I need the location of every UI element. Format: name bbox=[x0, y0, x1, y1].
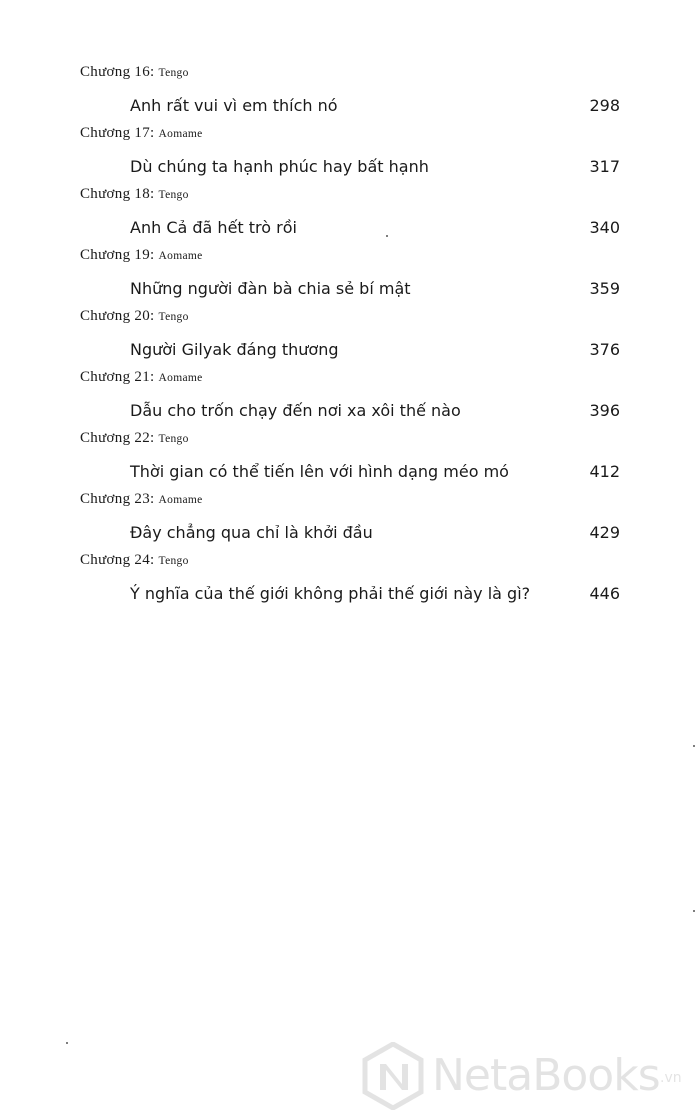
toc-entry bbox=[0, 550, 700, 611]
chapter-pov: Tengo bbox=[158, 67, 189, 79]
chapter-heading: Chương 24: Tengo bbox=[80, 552, 189, 568]
chapter-title: Dù chúng ta hạnh phúc hay bất hạnh bbox=[130, 157, 429, 176]
page-number: 359 bbox=[589, 279, 620, 298]
page-number: 446 bbox=[589, 584, 620, 603]
page-number: 412 bbox=[589, 462, 620, 481]
toc-entry bbox=[0, 184, 700, 245]
chapter-title: Anh Cả đã hết trò rồi bbox=[130, 218, 297, 237]
watermark-brand: NetaBooks bbox=[432, 1050, 660, 1101]
chapter-title: Người Gilyak đáng thương bbox=[130, 340, 339, 359]
toc-entry bbox=[0, 428, 700, 489]
chapter-heading: Chương 22: Tengo bbox=[80, 430, 189, 446]
chapter-heading: Chương 18: Tengo bbox=[80, 186, 189, 202]
chapter-pov: Tengo bbox=[158, 189, 189, 201]
table-of-contents bbox=[0, 62, 700, 611]
toc-entry bbox=[0, 367, 700, 428]
watermark-tld: .vn bbox=[660, 1070, 682, 1086]
chapter-title: Đây chẳng qua chỉ là khởi đầu bbox=[130, 523, 373, 542]
scan-speck bbox=[693, 910, 695, 912]
chapter-pov: Aomame bbox=[158, 494, 203, 506]
chapter-pov: Tengo bbox=[158, 311, 189, 323]
chapter-pov: Aomame bbox=[158, 372, 203, 384]
page-number: 376 bbox=[589, 340, 620, 359]
watermark bbox=[362, 1040, 682, 1112]
toc-entry bbox=[0, 489, 700, 550]
chapter-title: Thời gian có thể tiến lên với hình dạng méo mó bbox=[130, 462, 509, 481]
chapter-heading: Chương 16: Tengo bbox=[80, 64, 189, 80]
page-number: 429 bbox=[589, 523, 620, 542]
chapter-pov: Tengo bbox=[158, 555, 189, 567]
chapter-title: Những người đàn bà chia sẻ bí mật bbox=[130, 279, 411, 298]
scan-speck bbox=[66, 1042, 68, 1044]
chapter-pov: Aomame bbox=[158, 128, 203, 140]
chapter-title: Ý nghĩa của thế giới không phải thế giới này là gì? bbox=[130, 584, 531, 603]
scan-speck bbox=[386, 235, 388, 237]
page-number: 340 bbox=[589, 218, 620, 237]
chapter-heading: Chương 21: Aomame bbox=[80, 369, 203, 385]
page-number: 396 bbox=[589, 401, 620, 420]
chapter-heading: Chương 19: Aomame bbox=[80, 247, 203, 263]
netabooks-logo-icon bbox=[362, 1042, 424, 1110]
chapter-heading: Chương 20: Tengo bbox=[80, 308, 189, 324]
page-number: 317 bbox=[589, 157, 620, 176]
chapter-pov: Aomame bbox=[158, 250, 203, 262]
chapter-pov: Tengo bbox=[158, 433, 189, 445]
chapter-heading: Chương 23: Aomame bbox=[80, 491, 203, 507]
scan-speck bbox=[693, 745, 695, 747]
toc-entry bbox=[0, 123, 700, 184]
chapter-title: Dẫu cho trốn chạy đến nơi xa xôi thế nào bbox=[130, 401, 461, 420]
chapter-title: Anh rất vui vì em thích nó bbox=[130, 96, 338, 115]
toc-entry bbox=[0, 62, 700, 123]
page-number: 298 bbox=[589, 96, 620, 115]
toc-entry bbox=[0, 245, 700, 306]
toc-entry bbox=[0, 306, 700, 367]
chapter-heading: Chương 17: Aomame bbox=[80, 125, 203, 141]
